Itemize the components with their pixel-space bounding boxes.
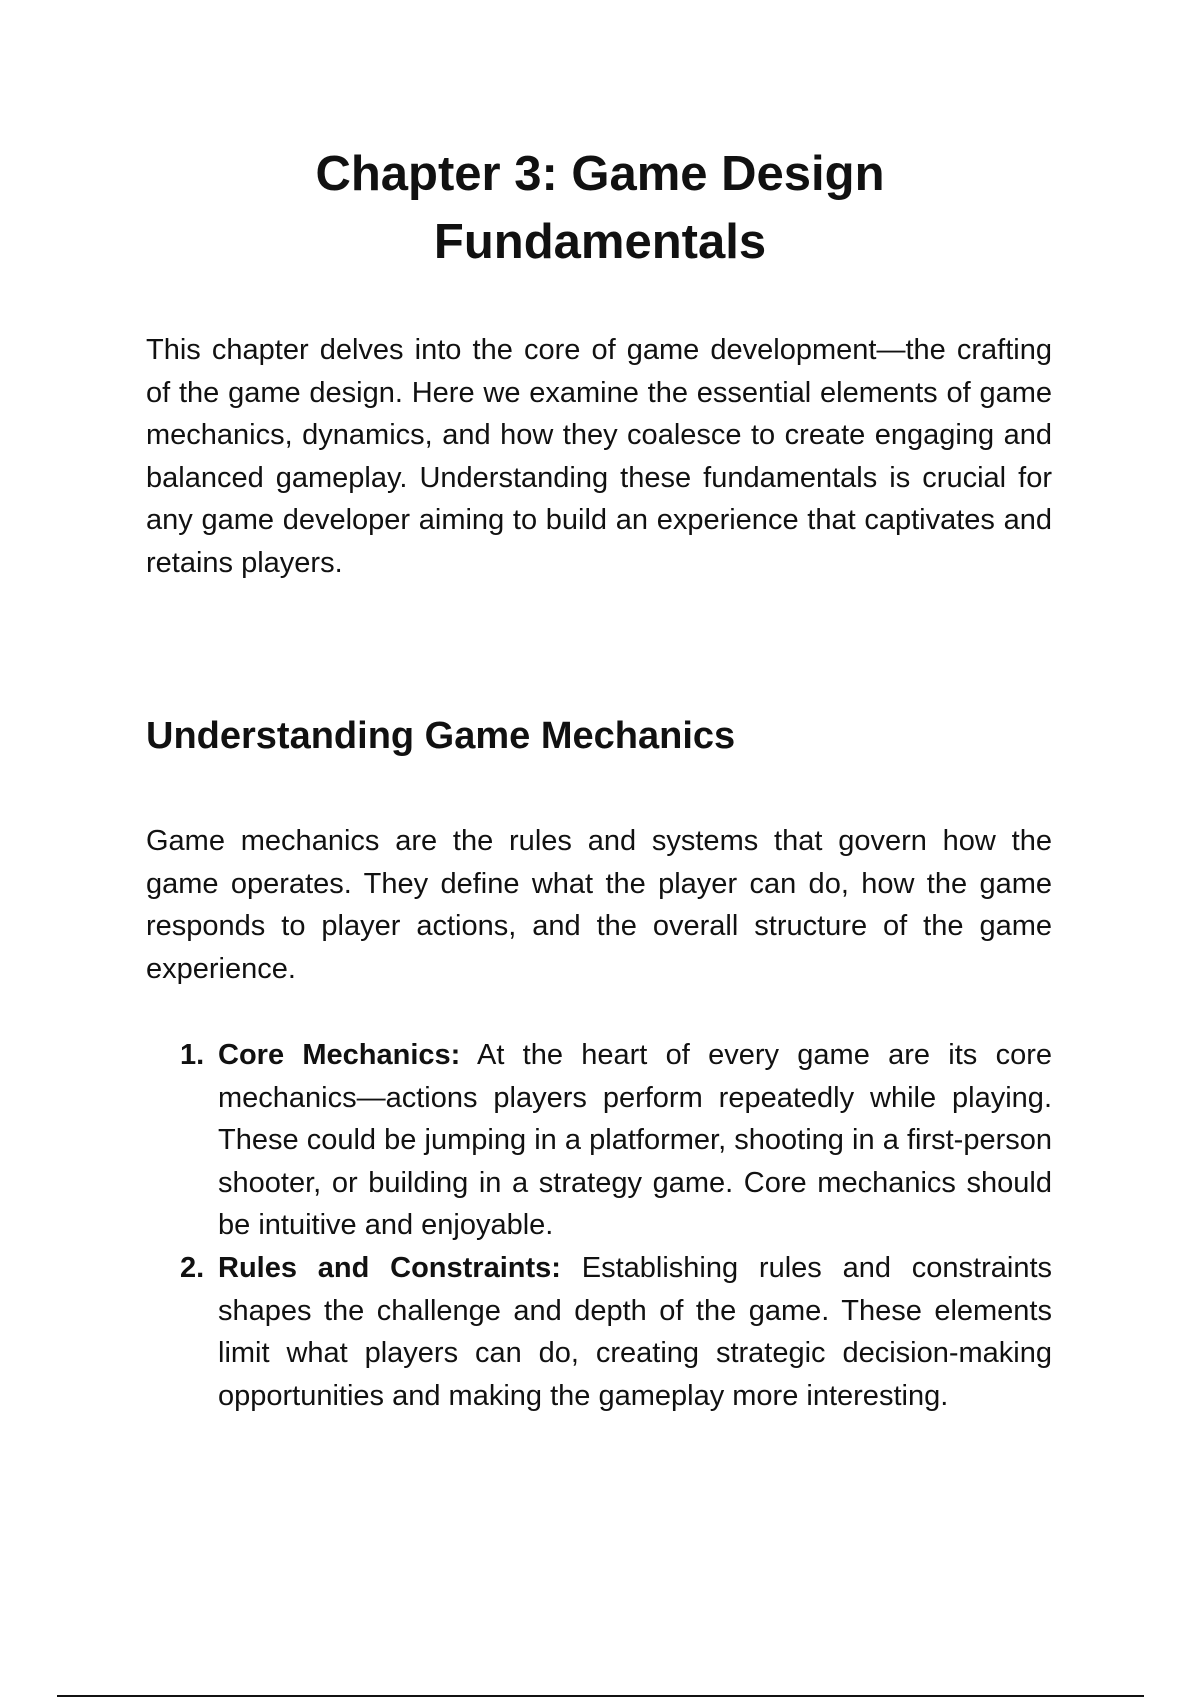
- list-item-text: At the heart of every game are its core mechanics—actions players perform repeatedly while playing. These could be jumping in a platformer, shooting in a first-person shooter, or building in a strategy game. Core mechanics should be intuitive and enjoyable.: [218, 1039, 1052, 1242]
- chapter-title-line-2: Fundamentals: [433, 215, 767, 269]
- numbered-list: [146, 1034, 1052, 1417]
- chapter-title-line-1: Chapter 3: Game Design: [315, 147, 885, 201]
- footer-divider: [57, 1695, 1144, 1697]
- list-item-rules-constraints: [146, 1247, 1052, 1417]
- list-item-core-mechanics: [146, 1034, 1052, 1247]
- list-number: 2.: [180, 1251, 205, 1284]
- chapter-title: [220, 140, 980, 276]
- list-term: Core Mechanics:: [218, 1039, 461, 1071]
- mechanics-paragraph: Game mechanics are the rules and systems that govern how the game operates. They define what the player can do, how the game responds to player actions, and the overall structure of the game experience.: [146, 825, 1052, 985]
- list-item-text: Establishing rules and constraints shapes the challenge and depth of the game. These elements limit what players can do, creating strategic decision-making opportunities and making the gameplay more interesting.: [218, 1251, 1053, 1412]
- section-heading: Understanding Game Mechanics: [146, 715, 736, 757]
- list-number: 1.: [180, 1039, 205, 1071]
- intro-paragraph: This chapter delves into the core of game development—the crafting of the game design. Here we examine the essential elements of game mechanics, dynamics, and how they coalesce to create engaging and balanced gameplay. Understanding these fundamentals is crucial for any game developer aiming to build an experience that captivates and retains players.: [146, 334, 1052, 579]
- list-term: Rules and Constraints:: [218, 1251, 561, 1284]
